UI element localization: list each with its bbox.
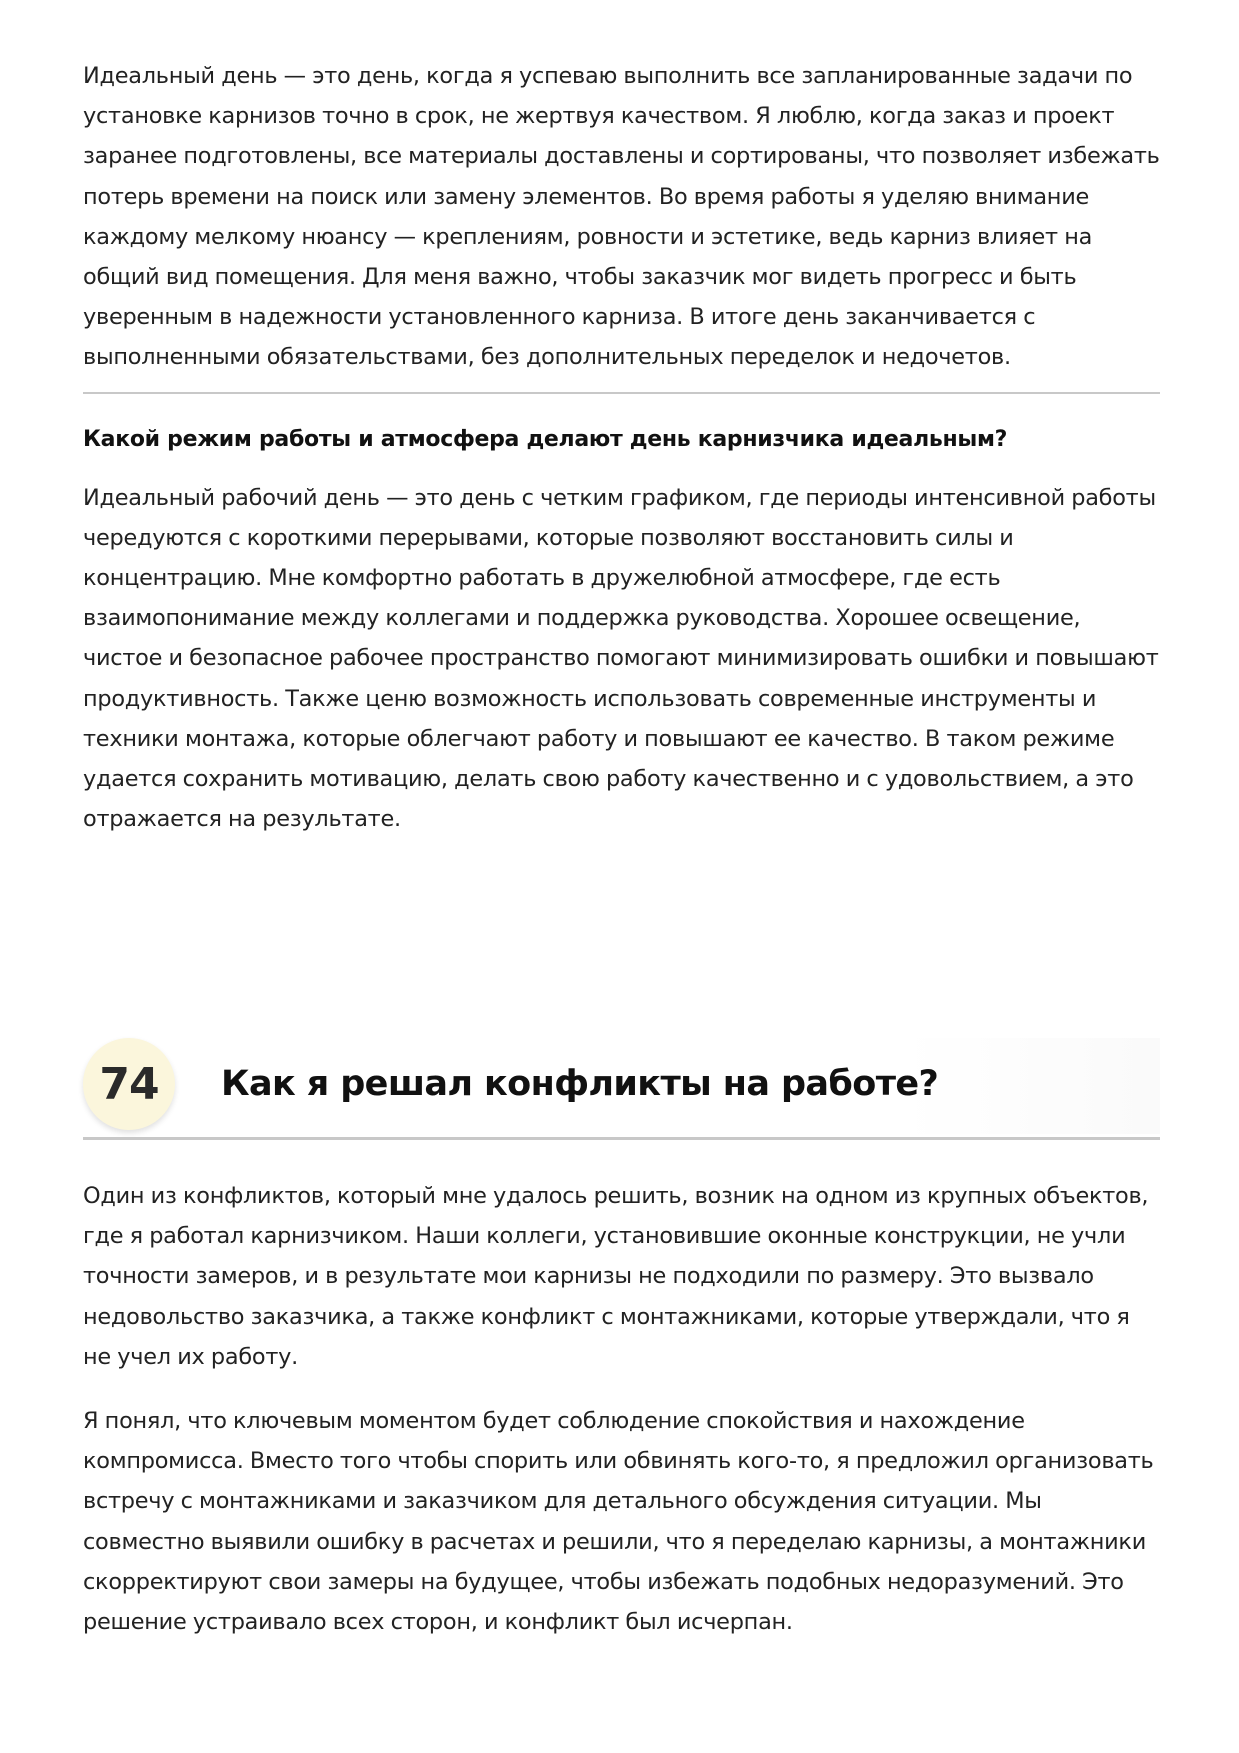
section-paragraph-1: Один из конфликтов, который мне удалось решить, возник на одном из крупных объектов, где я работал карнизчиком. Наши коллеги, установившие оконные конструкции, не учли точности замеров, и в результате мои карнизы не подходили по размеру. Это вызвало недовольство заказчика, а также конфликт с монтажниками, которые утверждали, что я не учел их работу.	[83, 1183, 1149, 1370]
section-body	[83, 1176, 1160, 1642]
question-title: Какой режим работы и атмосфера делают день карнизчика идеальным?	[83, 426, 1008, 452]
section-paragraph-2: Я понял, что ключевым моментом будет соблюдение спокойствия и нахождение компромисса. Вместо того чтобы спорить или обвинять кого-то, я предложил организовать встречу с монтажниками и заказчиком для детального обсуждения ситуации. Мы совместно выявили ошибку в расчетах и решили, что я переделаю карнизы, а монтажники скорректируют свои замеры на будущее, чтобы избежать подобных недоразумений. Это решение устраивало всех сторон, и конфликт был исчерпан.	[83, 1408, 1154, 1636]
intro-paragraph: Идеальный день — это день, когда я успеваю выполнить все запланированные задачи по установке карнизов точно в срок, не жертвуя качеством. Я люблю, когда заказ и проект заранее подготовлены, все материалы доставлены и сортированы, что позволяет избежать потерь времени на поиск или замену элементов. Во время работы я уделяю внимание каждому мелкому нюансу — креплениям, ровности и эстетике, ведь карниз влияет на общий вид помещения. Для меня важно, чтобы заказчик мог видеть прогресс и быть уверенным в надежности установленного карниза. В итоге день заканчивается с выполненными обязательствами, без дополнительных переделок и недочетов.	[83, 63, 1160, 371]
question-answer: Идеальный рабочий день — это день с четким графиком, где периоды интенсивной работы чередуются с короткими перерывами, которые позволяют восстановить силы и концентрацию. Мне комфортно работать в дружелюбной атмосфере, где есть взаимопонимание между коллегами и поддержка руководства. Хорошее освещение, чистое и безопасное рабочее пространство помогают минимизировать ошибки и повышают продуктивность. Также ценю возможность использовать современные инструменты и техники монтажа, которые облегчают работу и повышают ее качество. В таком режиме удается сохранить мотивацию, делать свою работу качественно и с удовольствием, а это отражается на результате.	[83, 484, 1159, 833]
page-content	[83, 56, 1160, 839]
divider	[83, 392, 1160, 394]
section-divider	[83, 1137, 1160, 1140]
section-title: Как я решал конфликты на работе?	[221, 1064, 939, 1104]
section-header	[83, 1038, 1160, 1134]
section-number-badge: 74	[83, 1038, 175, 1130]
